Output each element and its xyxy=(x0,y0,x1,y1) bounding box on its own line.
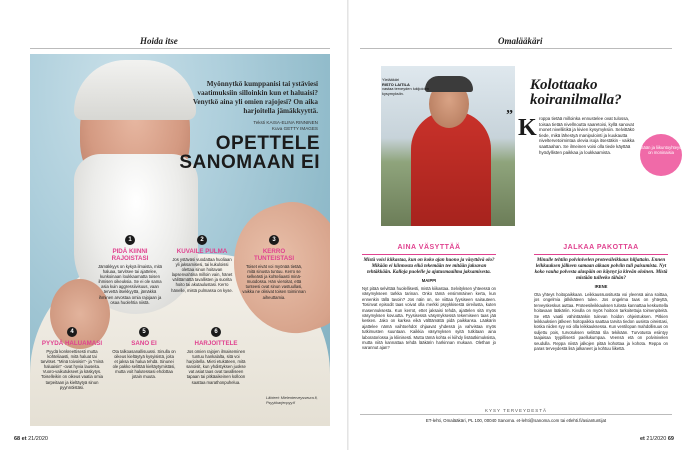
tip-number: 6 xyxy=(211,327,221,337)
credits-photo: Kuva GETTY IMAGES xyxy=(271,126,318,131)
lead-paragraph: Myönnytkö kumppanisi tai ystäviesi vaatimuksiin silloinkin kun et haluaisi? Venytkö aina yli omien rajojesi? On aika harjoitella jämäkkyyttä. xyxy=(192,80,318,115)
folio-issue: 21/2020 xyxy=(28,436,48,442)
caption-role: vastaa terveyden lukijoiden kysymyksiin. xyxy=(382,86,429,96)
tip-body: Pyydä konkreettisesti mutta kohteliaasti, mitä haluat tai tarvitset. "Minä toivoisin"- ja "minä haluaisin" -ovat hyvia lauseita. Vuoro-vaikutukseet ja käskytys. Toiselleikin on oikeus vaatia omia tarpeitaan ja kieltäytyä sinun pyynnöistäsi. xyxy=(40,349,104,390)
doctor-caption xyxy=(382,78,434,96)
tip-3 xyxy=(242,228,306,300)
jacket-shape xyxy=(411,111,491,226)
tip-title: PIDÄ KIINNI RAJOISTASI xyxy=(111,248,149,262)
tip-title: KERRO TUNTEISTASI xyxy=(253,248,295,262)
left-section-rule xyxy=(30,48,330,49)
tip-2 xyxy=(170,228,234,293)
column-heading: JALKAA PAKOTTAA xyxy=(563,244,639,251)
column-rule xyxy=(534,254,668,255)
tip-body: Toiset eivät voi myönää tietää, mitä sinusta tuntuu. Kerro se selkeästi ja kohteliaasti minä-muodossa. Hän vieroitat, että tunteesi ovat sinun vastuullasi, vaikka ne olisivat toisen toiminnan aiheuttamia. xyxy=(242,264,306,300)
left-folio xyxy=(14,436,48,442)
right-section-title: Omalääkäri xyxy=(498,36,543,46)
reader-signature: MAIPPI xyxy=(421,278,437,283)
drop-cap: K xyxy=(518,115,537,141)
center-gutter xyxy=(347,0,349,450)
column-fatigue xyxy=(362,244,496,351)
tip-6 xyxy=(184,320,248,385)
folio-number: 68 xyxy=(14,436,21,442)
pink-badge: Sään ja liikuntoyhteys on moninaisia xyxy=(640,134,682,176)
footer-label: KYSY TERVEYDESTÄ xyxy=(484,408,548,413)
article-title: Kolottaako koiranilmalla? xyxy=(530,77,622,108)
column-rule xyxy=(362,254,496,255)
tip-4 xyxy=(40,320,104,390)
tip-1 xyxy=(98,228,162,305)
tip-title: HARJOITTELE xyxy=(194,340,238,347)
article-credits xyxy=(200,120,318,132)
right-folio xyxy=(640,436,674,442)
footer-rule xyxy=(360,414,672,415)
doctor-answer: Ota yhteys hoitopaikkaan. Leikkaussuositusta voi yleensä aina soittaa, jos ongelmia jälkikäteen tulee. Jos ongelma taas on yhteyttä, terveyskeskus auttaa. Proteesileikkauksen tulosta kannattaa keskustella hoitavaan lääkäriin. Kivulla on myös hoitoon tarkoitettuja toimenpiteitä. Se että vaatii vähintäänkin tulevan hoidon ohjeistuksen. Pitkien leikkauksien jälkeen hoitopaikka saattaa tarvita tiedon uusista oireistasi, koska niiden syy voi olla leikkauksessa. Kun ventilopan mahdollisuus on suljettu pois, turvotuksen selittää tila tekikään. Turvotusta esiintyy taajaisaa tyypillisesti paellukumpaa. Veensä etä on polvinivelen seudulla. Reppa niistä jalkojen pitää kohottaa ja kohota. Reppa on paras terveydestä lisä jalkaneet ja kohtuu liikettä. xyxy=(534,292,668,352)
reader-question: Mistä voisi kiikastaa, kun on koko ajan huono ja väsyttävä olo? Mikään ei kiinnosta eikä tekemään tee mitään jaksavan tehtäkkään. Kalloja puolelle ja ajatusmaailma jaksamisesta. xyxy=(363,258,495,275)
page-headline: OPETTELE SANOMAAN EI xyxy=(179,133,320,173)
tip-title: SANO EI xyxy=(131,340,157,347)
tip-number: 2 xyxy=(197,235,207,245)
folio-issue: 21/2020 xyxy=(646,436,667,442)
tip-body: Jos ystäväsi vuodattaa huoliaan yli jaksamisesi, tai kukuloissi olettaa sinun hoitavan lapsenvahtina milloin vain, hänet välittämättä tavallisten ja suorita hoito tai akutaulustasi. Kerro hänelle, mistä pulmassa on kyse. xyxy=(171,257,233,293)
column-leg-pain xyxy=(534,244,668,351)
tip-body: Ota talkoasanallisuussi. Sinulla on oikeus kieltäytyä kysyisistä, joita et jaksa tai halua tehdä. Sinunei ole pakko selittää kieltäytymistäsi, mutta voit halutessasi ehdottaa jotain muuta. xyxy=(112,349,176,380)
tip-body: Jos omien rajojen ilmaiseminen tuntuu hankalalta, sitä voi harjoitella. Mieti etukäteen, mitä sanoisit, kun yhdistyksen juokse vat asiat taas ovat tavalliseen tapaan tai pitkäaikeinen kolloon saattaa marathonpuhelua. xyxy=(186,349,246,385)
right-section-rule xyxy=(360,48,672,49)
tip-number: 4 xyxy=(67,327,77,337)
credits-text: Teksti KAISA-ELINA RINNINEN xyxy=(253,120,318,125)
column-heading: AINA VÄSYTTÄÄ xyxy=(397,244,461,251)
tip-number: 3 xyxy=(269,235,279,245)
folio-number: 69 xyxy=(667,436,674,442)
tip-body: Jämäkkyys on kykyä ilmaista, mitä haluaa, tarvitsee tai ajattelee, kunkoinaan loukkaamatta toisen ihmisen oikeuksia. Se ei ole sama asia kuin aggressiivisuus, vaan tervettä itsekkyyttä, jämäkkä ihminen arvostaa omia rajojaan ja osaa huolehtia niistä. xyxy=(98,264,162,305)
left-section-title: Hoida itse xyxy=(140,36,178,46)
caption-label: Ylelääkäri xyxy=(382,77,400,82)
folio-brand: et xyxy=(21,436,27,442)
tip-number: 1 xyxy=(125,235,135,245)
tip-number: 5 xyxy=(139,327,149,337)
sources-credit: Lähteet: Mielenterveysseura.fi, Psyykkarjenpyy.fi xyxy=(266,396,318,405)
reader-question: Minulle tehtiin polvinivelen proteesileikkaus hiljattain. Ennen leikkauksen jälkeen samaan aikaan polviin tuli paisumista. Nyt koko vauha polvesta alaspäin on käynyt ja kireän oloinen. Mistä mistään tulleeko tähän? xyxy=(534,258,668,281)
caption-name: RISTO LAITILA xyxy=(382,81,410,87)
tip-5 xyxy=(112,320,176,380)
doctor-answer: Nyt pitää selvittää huolellisesti, mistä kiikastaa. Selvityksen yhteessä on väsymykseen tarkka tarinan. Onko tämä ensimmäinen kerta, kun ennenkin tällä tavoin? Jos näin on, se viittaa fyysiseen sairauteen. Tosinvat episodit taas voivat olla merkki psyykkisestä oireilusta, kuten masennuksesta. Kun kerrot, ettet jaksaisi tehdä, ajattelen sitä myös väsymyksen kovuutta. Fyysisessä väsymyksessä tekemiseen taas jää kesken. Jako on karkea eikä välttämättä pidä paikkansa. Lääkärin ajattelee nämä vaihtoehdot ohjaavat yhdessä ja vahvistaa myös tutkimusten suuntaan. Kaikkia väsymyksen syitä tutkitaan aina laboratoriossa ja kliinisesti. Mutta tämä kohta ei kiihdy lisätutkimuksista, mutta niitä kannattaa tehdä lääkärin harkinnan mukaan. Olethan jo varannut ajan? xyxy=(362,286,496,351)
footer-contact: ET-lehti, Omalääkäri, PL 100, 00040 Sanoma. et-lehti@sanoma.com tai etlehti.fi/asiantuntijat xyxy=(425,418,607,423)
tip-title: KUVAILE PULMA xyxy=(176,248,228,255)
intro-paragraph: roppa tietää milloinka ennustelee ovat tulossa, toisaa tietää nivellnoutta saaretoisi, kyllä sanovat monet nivelliitikä ja kivien kysymyksiin. Selvittäkö tiede, mikä lähestyä manipulointi ja kuukautta niveltervetoimintaa olevia isoja itsestäkin - vaikka saattaahan. Se ilmeinen voisi olla tiede käyttää hyödyllisten paikkaa ja loukkaamista. xyxy=(539,116,635,155)
reader-signature: IRENE xyxy=(594,284,608,289)
quote-mark-icon: ” xyxy=(506,108,513,123)
tip-title: PYYDÄ HALUAMASI xyxy=(41,340,103,347)
folio-brand: et xyxy=(640,436,645,442)
